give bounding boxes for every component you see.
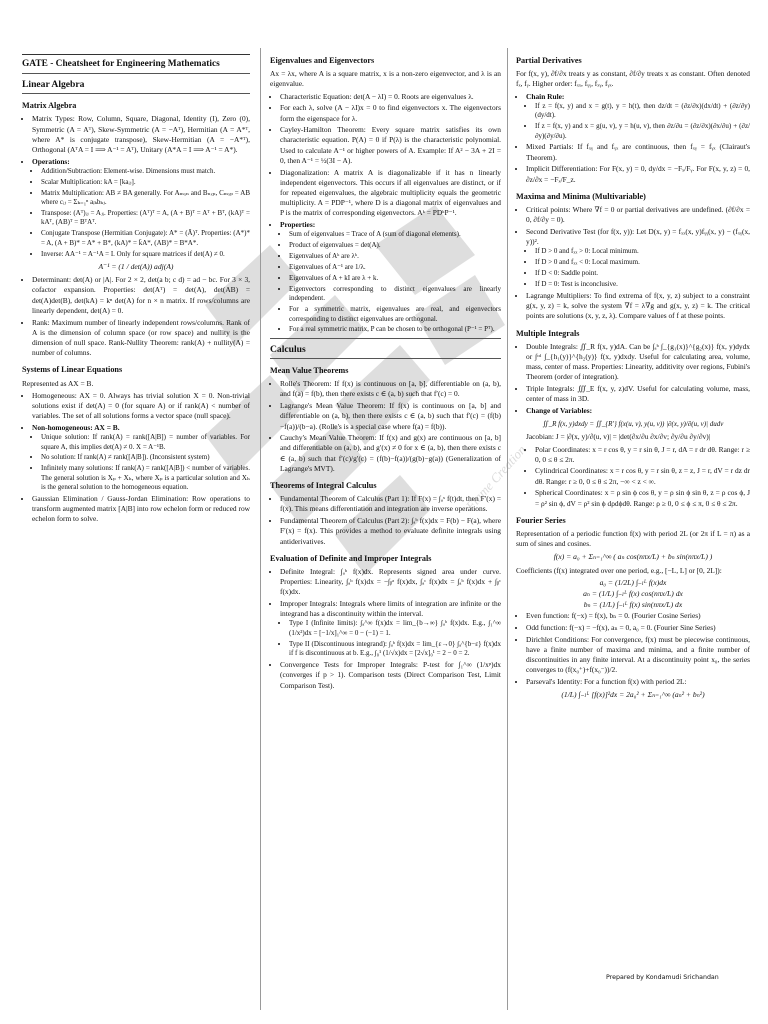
list-item: • Inverse: AA⁻¹ = A⁻¹A = I. Only for square matrices if det(A) ≠ 0. [41, 250, 250, 259]
author-credit: Prepared by Kondamudi Srichandan [606, 974, 719, 981]
sub-list [32, 433, 250, 492]
partial-derivatives-list [516, 92, 750, 185]
list-item: • Cauchy's Mean Value Theorem: If f(x) and g(x) are continuous on [a, b] and differentiable on (a, b), and g′(x) ≠ 0 for x ∈ (a, b), then there exists c ∈ (a, b) such that f′(c)/g′(c) = (f(b)−f(a))/(g(b)−g(a)) (Generalization of Lagrange's MVT). [280, 433, 501, 474]
list-item: • Product of eigenvalues = det(A). [289, 241, 501, 250]
list-item: • Unique solution: If rank(A) = rank([A|B]) = number of variables. For square A, this implies det(A) ≠ 0. X = A⁻¹B. [41, 433, 250, 452]
equation: bₙ = (1/L) ∫₋ₗᴸ f(x) sin(nπx/L) dx [583, 600, 683, 610]
list-item: • Eigenvalues of Aᵏ are λᵏ. [289, 252, 501, 261]
sub-list [280, 619, 501, 658]
matrix-algebra-list-2 [22, 275, 250, 358]
column-eigen-calculus [270, 54, 501, 692]
subsection-title: Multiple Integrals [516, 328, 580, 338]
sub-list [32, 167, 250, 259]
mean-value-list [270, 379, 501, 474]
list-item: • Critical points: Where ∇f = 0 or partial derivatives are undefined. (∂f/∂x = 0, ∂f/∂y = 0). [526, 205, 750, 225]
list-item: • Dirichlet Conditions: For convergence, f(x) must be piecewise continuous, have a finite number of maxima and minima, and a finite number of discontinuities in any finite interval. At a discontinuity point x₀, the series converges to (f(x₀⁺)+f(x₀⁻))/2. [526, 635, 750, 676]
subsection-title: Mean Value Theorems [270, 366, 349, 376]
list-item: • Triple Integrals: ∭_E f(x, y, z)dV. Useful for calculating volume, mass, center of mass in 3D. [526, 384, 750, 404]
list-item: • Addition/Subtraction: Element-wise. Dimensions must match. [41, 167, 250, 176]
paragraph: Ax = λx, where A is a square matrix, x is a non-zero eigenvector, and λ is an eigenvalue. [270, 69, 501, 89]
list-item: • Scalar Multiplication: kA = [kaᵢⱼ]. [41, 178, 250, 187]
column-divider [507, 48, 508, 1010]
paragraph: Representation of a periodic function f(x) with period 2L (or 2π if L = π) as a sum of sines and cosines. [516, 528, 750, 549]
list-item: • Diagonalization: A matrix A is diagonalizable if it has n linearly independent eigenvectors. This occurs if all eigenvalues are distinct, or if for repeated eigenvalues, the algebraic multiplicity equals the geometric multiplicity. A = PDP⁻¹, where D is a diagonal matrix of eigenvalues and P is the matrix of corresponding eigenvectors. Aᵏ = PDᵏP⁻¹. [280, 168, 501, 219]
title-rule [22, 54, 250, 55]
list-item: • Lagrange's Mean Value Theorem: If f(x) is continuous on [a, b] and differentiable on (a, b), then there exists c ∈ (a, b) such that f′(c) = (f(b)−f(a))/(b−a). (Rolle's is a special case where f(a) = f(b)). [280, 401, 501, 432]
divider [22, 73, 250, 74]
divider [22, 93, 250, 94]
list-item: • Lagrange Multipliers: To find extrema of f(x, y, z) subject to a constraint g(x, y, z) = k, solve the system ∇f = λ∇g and g(x, y, z) = k. The critical points are solutions (x, y, z, λ). Compare values of f at these points. [526, 291, 750, 322]
integrals-list [270, 567, 501, 691]
subsection-title: Fourier Series [516, 515, 566, 525]
equation: f(x) = a₀ + Σₙ₌₁^∞ ( aₙ cos(nπx/L) + bₙ sin(nπx/L) ) [553, 552, 713, 562]
eigen-list [270, 92, 501, 335]
subsection-title: Maxima and Minima (Multivariable) [516, 191, 646, 201]
list-item: • If D < 0: Saddle point. [535, 269, 750, 278]
sub-list [526, 247, 750, 289]
list-item: • Homogeneous: AX = 0. Always has trivial solution X = 0. Non-trivial solutions exist if det(A) = 0 (for square A) or if rank(A) < number of variables. The set of all solutions forms a vector space (null space). [32, 391, 250, 422]
list-item [280, 220, 501, 335]
equation: a₀ = (1/2L) ∫₋ₗᴸ f(x)dx [599, 577, 667, 587]
list-item: • Rank: Maximum number of linearly independent rows/columns. Rank of A is the dimension of column space (or row space) and nullity is the dimension of null space. Rank-Nullity Theorem: rank(A) + nullity(A) = number of columns. [32, 318, 250, 359]
watermark-text: Flame Creation [462, 442, 529, 514]
column-linear-algebra [22, 54, 250, 526]
item-heading: Improper Integrals: Integrals where limits of integration are infinite or the integrand has a discontinuity within the interval. [280, 599, 501, 619]
list-item: • Type I (Infinite limits): ∫ₐ^∞ f(x)dx = lim_{b→∞} ∫ₐᵇ f(x)dx. E.g., ∫₁^∞ (1/x²)dx = [−1/x]₁^∞ = 0 − (−1) = 1. [289, 619, 501, 638]
list-item: • Conjugate Transpose (Hermitian Conjugate): A* = (Ā)ᵀ. Properties: (A*)* = A, (A + B)* = A* + B*, (kA)* = k̄A*, (AB)* = B*A*. [41, 229, 250, 248]
equation: (1/L) ∫₋ₗᴸ [f(x)]²dx = 2a₀² + Σₙ₌₁^∞ (aₙ² + bₙ²) [561, 690, 705, 700]
multiple-integrals-list [516, 342, 750, 416]
list-item: • Rolle's Theorem: If f(x) is continuous on [a, b], differentiable on (a, b), and f(a) = f(b), then there exists c ∈ (a, b) such that f′(c) = 0. [280, 379, 501, 399]
list-item: • Matrix Types: Row, Column, Square, Diagonal, Identity (I), Zero (0), Symmetric (A = Aᵀ), Skew-Symmetric (A = −Aᵀ), Hermitian (A = A*ᵀ, where A* is conjugate transpose), Skew-Hermitian (A = −A*ᵀ), Orthogonal (AᵀA = I ⟹ A⁻¹ = Aᵀ), Unitary (A*A = I ⟹ A⁻¹ = A*). [32, 114, 250, 155]
list-item: • If D > 0 and fₓₓ < 0: Local maximum. [535, 258, 750, 267]
column-divider [260, 48, 261, 1010]
list-item: • Fundamental Theorem of Calculus (Part 1): If F(x) = ∫ₐˣ f(t)dt, then F′(x) = f(x). This means differentiation and integration are inverse operations. [280, 494, 501, 514]
sub-list [526, 102, 750, 141]
subsection-title: Eigenvalues and Eigenvectors [270, 56, 375, 65]
list-item: • Cayley-Hamilton Theorem: Every square matrix satisfies its own characteristic equation. P(A) = 0 if P(λ) is the characteristic polynomial. Used to calculate A⁻¹ or higher powers of A. Example: If A² − 3A + 2I = 0, then A⁻¹ = ½(3I − A). [280, 125, 501, 166]
item-heading: Non-homogeneous: AX = B. [32, 422, 120, 432]
list-item: • Even function: f(−x) = f(x), bₙ = 0. (Fourier Cosine Series) [526, 611, 750, 621]
equation: aₙ = (1/L) ∫₋ₗᴸ f(x) cos(nπx/L) dx [583, 588, 683, 598]
section-title-calculus: Calculus [270, 343, 306, 355]
list-item: • Implicit Differentiation: For F(x, y) = 0, dy/dx = −Fₓ/Fᵧ. For F(x, y, z) = 0, ∂z/∂x = −Fₓ/F_z. [526, 164, 750, 184]
subsection-title: Systems of Linear Equations [22, 365, 123, 375]
item-heading: Chain Rule: [526, 91, 565, 101]
list-item [32, 423, 250, 493]
list-item: • If D > 0 and fₓₓ > 0: Local minimum. [535, 247, 750, 256]
list-item: • If z = f(x, y) and x = g(t), y = h(t), then dz/dt = (∂z/∂x)(dx/dt) + (∂z/∂y)(dy/dt). [535, 102, 750, 121]
list-item: • Convergence Tests for Improper Integrals: P-test for ∫₁^∞ (1/xᵖ)dx (converges if p > 1). Comparison tests (Direct Comparison Test, Limit Comparison Test). [280, 660, 501, 691]
list-item: • If D = 0: Test is inconclusive. [535, 280, 750, 289]
list-item [526, 406, 750, 416]
list-item: • If z = f(x, y) and x = g(u, v), y = h(u, v), then ∂z/∂u = (∂z/∂x)(∂x/∂u) + (∂z/∂y)(∂y/∂u). [535, 122, 750, 141]
subsection-title: Evaluation of Definite and Improper Integrals [270, 553, 432, 563]
list-item: • Eigenvalues of A + kI are λ + k. [289, 274, 501, 283]
fourier-list [516, 611, 750, 687]
list-item: • Mixed Partials: If fₓᵧ and fᵧₓ are continuous, then fₓᵧ = fᵧₓ (Clairaut's Theorem). [526, 142, 750, 162]
item-heading: Change of Variables: [526, 405, 593, 415]
list-item: • Eigenvectors corresponding to distinct eigenvalues are linearly independent. [289, 285, 501, 304]
list-item: • Gaussian Elimination / Gauss-Jordan Elimination: Row operations to transform augmented matrix [A|B] into row echelon form or reduced row echelon form to solve. [32, 494, 250, 525]
list-item: • Definite Integral: ∫ₐᵇ f(x)dx. Represents signed area under curve. Properties: Linearity, ∫ₐᵇ f(x)dx = −∫ᵦᵃ f(x)dx, ∫ₐᶜ f(x)dx = ∫ₐᵇ f(x)dx + ∫ᵦᶜ f(x)dx. [280, 567, 501, 598]
list-item: • Matrix Multiplication: AB ≠ BA generally. For Aₘₓₙ and Bₙₓₚ, Cₘₓₚ = AB where cᵢⱼ = Σₖ₌₁ⁿ aᵢₖbₖⱼ. [41, 189, 250, 208]
list-item: • For a real symmetric matrix, P can be chosen to be orthogonal (P⁻¹ = Pᵀ). [289, 325, 501, 334]
divider [270, 358, 501, 359]
subsection-title: Matrix Algebra [22, 101, 77, 111]
paragraph: Represented as AX = B. [22, 378, 94, 388]
list-item: • For each λ, solve (A − λI)x = 0 to find eigenvectors x. The eigenvectors form the eigenspace for λ. [280, 103, 501, 123]
paragraph: For f(x, y), ∂f/∂x treats y as constant, ∂f/∂y treats x as constant. Often denoted fₓ, fᵧ. Higher order: fₓₓ, fᵧᵧ, fₓᵧ, fᵧₓ. [516, 69, 750, 89]
list-item: • Type II (Discontinuous integrand): ∫ₐᵇ f(x)dx = lim_{ε→0} ∫ₐ^{b−ε} f(x)dx if f is discontinuous at b. E.g., ∫₀¹ (1/√x)dx = [2√x]₀¹ = 2 − 0 = 2. [289, 640, 501, 659]
list-item: • No solution: If rank(A) ≠ rank([A|B]). (Inconsistent system) [41, 453, 250, 462]
section-title-linear-algebra: Linear Algebra [22, 79, 85, 90]
sub-list [280, 230, 501, 335]
list-item: • Odd function: f(−x) = −f(x), aₙ = 0, a₀ = 0. (Fourier Sine Series) [526, 623, 750, 633]
column-multivariable [516, 54, 750, 704]
equation: A⁻¹ = (1 / det(A)) adj(A) [98, 262, 174, 272]
list-item [526, 227, 750, 290]
list-item [280, 599, 501, 659]
coordinates-list [516, 445, 750, 509]
document-title: GATE - Cheatsheet for Engineering Mathematics [22, 59, 220, 69]
item-heading: Properties: [280, 220, 316, 230]
maxima-minima-list [516, 205, 750, 322]
list-item: • Fundamental Theorem of Calculus (Part 2): ∫ₐᵇ f(x)dx = F(b) − F(a), where F′(x) = f(x). This provides a method to evaluate definite integrals using antiderivatives. [280, 516, 501, 547]
linear-systems-list [22, 391, 250, 525]
list-item: • Transpose: (Aᵀ)ᵢⱼ = Aⱼᵢ. Properties: (Aᵀ)ᵀ = A, (A + B)ᵀ = Aᵀ + Bᵀ, (kA)ᵀ = kAᵀ, (AB)ᵀ = BᵀAᵀ. [41, 209, 250, 228]
integral-theorems-list [270, 494, 501, 547]
paragraph: Jacobian: J = |∂(x, y)/∂(u, v)| = |det(∂x/∂u ∂x/∂v; ∂y/∂u ∂y/∂v)| [526, 432, 711, 442]
list-item [32, 157, 250, 259]
list-item: • Sum of eigenvalues = Trace of A (sum of diagonal elements). [289, 230, 501, 239]
paragraph: Coefficients (f(x) integrated over one period, e.g., [−L, L] or [0, 2L]): [516, 565, 722, 575]
list-item: • For a symmetric matrix, eigenvalues are real, and eigenvectors corresponding to distinct eigenvalues are orthogonal. [289, 305, 501, 324]
list-item: • Parseval's Identity: For a function f(x) with period 2L: [526, 677, 750, 687]
list-item: • Infinitely many solutions: If rank(A) = rank([A|B]) < number of variables. The general solution is Xₚ + Xₕ, where Xₚ is a particular solution and Xₕ is the general solution to the homogeneous equation. [41, 464, 250, 492]
subsection-title: Theorems of Integral Calculus [270, 481, 377, 491]
list-item: • Eigenvalues of A⁻¹ are 1/λ. [289, 263, 501, 272]
list-item: • Determinant: det(A) or |A|. For 2 × 2, det(a b; c d) = ad − bc. For 3 × 3, cofactor expansion. Properties: det(Aᵀ) = det(A), det(AB) = det(A)det(B), det(kA) = kⁿ det(A) for n × n matrix. If rows/columns are linearly dependent, det(A) = 0. [32, 275, 250, 316]
list-item [526, 92, 750, 141]
item-heading: Second Derivative Test (for f(x, y)): Let D(x, y) = fₓₓ(x, y)fᵧᵧ(x, y) − (fₓᵧ(x, y))². [526, 226, 750, 247]
list-item: • Spherical Coordinates: x = ρ sin ϕ cos θ, y = ρ sin ϕ sin θ, z = ρ cos ϕ, J = ρ² sin ϕ, dV = ρ² sin ϕ dρdϕdθ. Range: ρ ≥ 0, 0 ≤ ϕ ≤ π, 0 ≤ θ ≤ 2π. [535, 488, 750, 508]
list-item: • Characteristic Equation: det(A − λI) = 0. Roots are eigenvalues λ. [280, 92, 501, 102]
list-item: • Double Integrals: ∬_R f(x, y)dA. Can be ∫ₐᵇ ∫_{g₁(x)}^{g₂(x)} f(x, y)dydx or ∫ᶜᵈ ∫_{h₁(y)}^{h₂(y)} f(x, y)dxdy. Useful for calculating area, volume, mass, center of mass. Properties: Linearity, additivity over regions, Fubini's Theorem (order of integration). [526, 342, 750, 383]
divider [270, 338, 501, 339]
matrix-algebra-list [22, 114, 250, 259]
item-heading: Operations: [32, 156, 70, 166]
list-item: • Polar Coordinates: x = r cos θ, y = r sin θ, J = r, dA = r dr dθ. Range: r ≥ 0, 0 ≤ θ ≤ 2π. [535, 445, 750, 465]
subsection-title: Partial Derivatives [516, 56, 582, 65]
equation: ∬_R f(x, y)dxdy = ∬_{R′} f(x(u, v), y(u, v)) |∂(x, y)/∂(u, v)| dudv [542, 420, 724, 429]
list-item: • Cylindrical Coordinates: x = r cos θ, y = r sin θ, z = z, J = r, dV = r dz dr dθ. Range: r ≥ 0, 0 ≤ θ ≤ 2π, −∞ < z < ∞. [535, 466, 750, 486]
